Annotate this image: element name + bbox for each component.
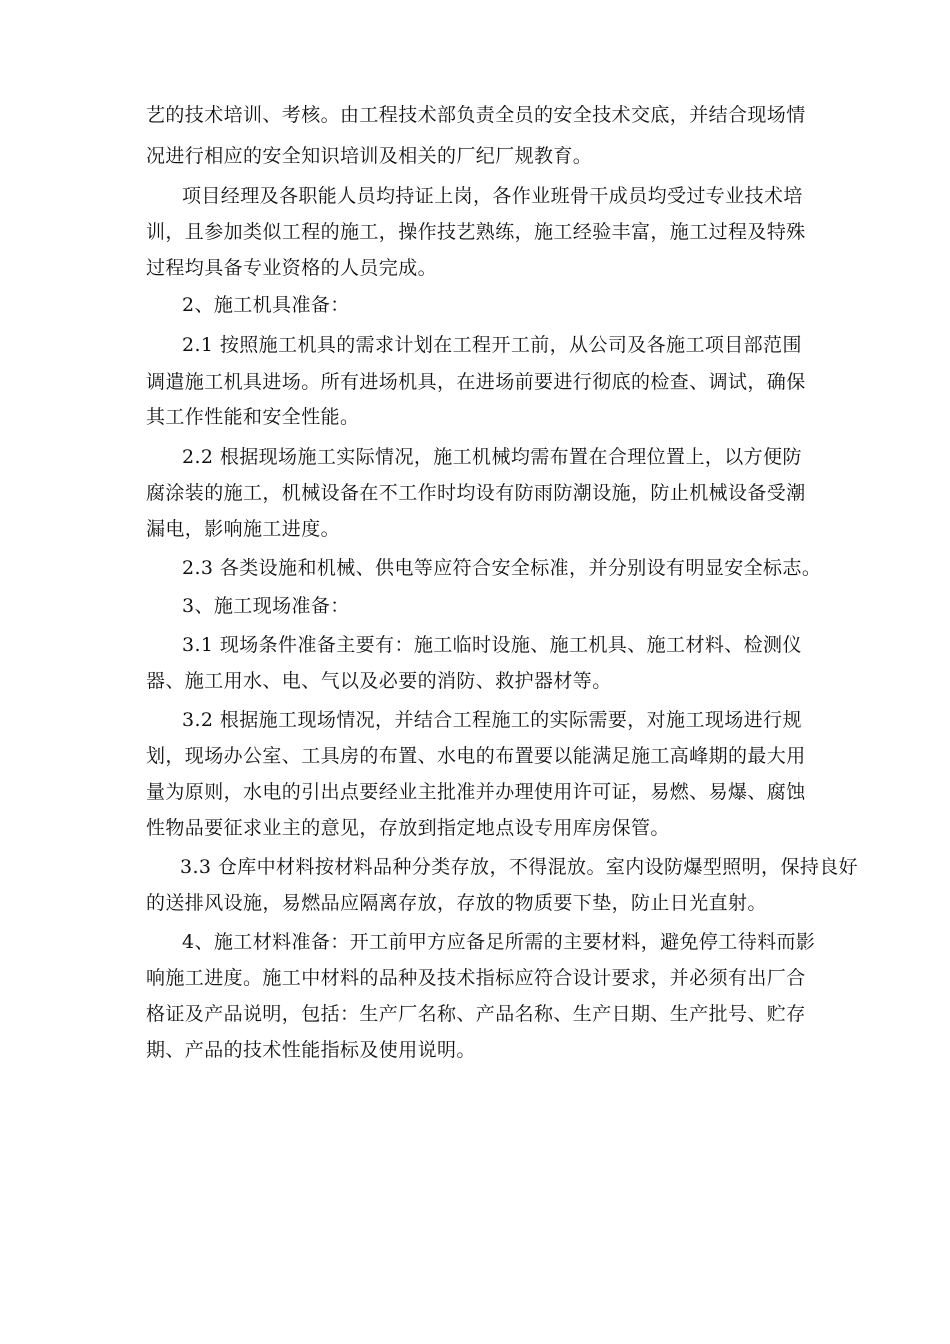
text-line: 2、施工机具准备： xyxy=(182,294,350,316)
text-line: 量为原则，水电的引出点要经业主批准并办理使用许可证，易燃、易爆、腐蚀 xyxy=(146,781,806,803)
text-line: 格证及产品说明，包括：生产厂名称、产品名称、生产日期、生产批号、贮存 xyxy=(146,1003,806,1025)
text-line: 划，现场办公室、工具房的布置、水电的布置要以能满足施工高峰期的最大用 xyxy=(146,745,806,767)
text-line: 训，且参加类似工程的施工，操作技艺熟练，施工经验丰富，施工过程及特殊 xyxy=(146,221,806,243)
text-line: 3.3 仓库中材料按材料品种分类存放，不得混放。室内设防爆型照明，保持良好 xyxy=(180,856,859,878)
text-line: 其工作性能和安全性能。 xyxy=(146,406,360,428)
text-line: 的送排风设施，易燃品应隔离存放，存放的物质要下垫，防止日光直射。 xyxy=(146,892,767,914)
text-line: 期、产品的技术性能指标及使用说明。 xyxy=(146,1039,476,1061)
text-line: 4、施工材料准备：开工前甲方应备足所需的主要材料，避免停工待料而影 xyxy=(182,931,816,953)
text-line: 漏电，影响施工进度。 xyxy=(146,518,341,540)
text-line: 艺的技术培训、考核。由工程技术部负责全员的安全技术交底，并结合现场情 xyxy=(146,104,806,126)
text-line: 3.1 现场条件准备主要有：施工临时设施、施工机具、施工材料、检测仪 xyxy=(182,634,802,656)
text-line: 2.3 各类设施和机械、供电等应符合安全标准，并分别设有明显安全标志。 xyxy=(182,557,822,579)
text-line: 器、施工用水、电、气以及必要的消防、救护器材等。 xyxy=(146,670,612,692)
text-line: 调遣施工机具进场。所有进场机具，在进场前要进行彻底的检查、调试，确保 xyxy=(146,371,806,393)
text-line: 2.1 按照施工机具的需求计划在工程开工前，从公司及各施工项目部范围 xyxy=(182,334,802,356)
text-line: 况进行相应的安全知识培训及相关的厂纪厂规教育。 xyxy=(146,145,593,167)
text-line: 腐涂装的施工，机械设备在不工作时均设有防雨防潮设施，防止机械设备受潮 xyxy=(146,482,806,504)
text-line: 3.2 根据施工现场情况，并结合工程施工的实际需要，对施工现场进行规 xyxy=(182,709,802,731)
text-line: 过程均具备专业资格的人员完成。 xyxy=(146,257,438,279)
text-line: 项目经理及各职能人员均持证上岗，各作业班骨干成员均受过专业技术培 xyxy=(182,185,803,207)
text-line: 性物品要征求业主的意见，存放到指定地点设专用库房保管。 xyxy=(146,817,670,839)
text-line: 2.2 根据现场施工实际情况，施工机械均需布置在合理位置上，以方便防 xyxy=(182,446,802,468)
text-line: 响施工进度。施工中材料的品种及技术指标应符合设计要求，并必须有出厂合 xyxy=(146,967,806,989)
text-line: 3、施工现场准备： xyxy=(182,595,350,617)
